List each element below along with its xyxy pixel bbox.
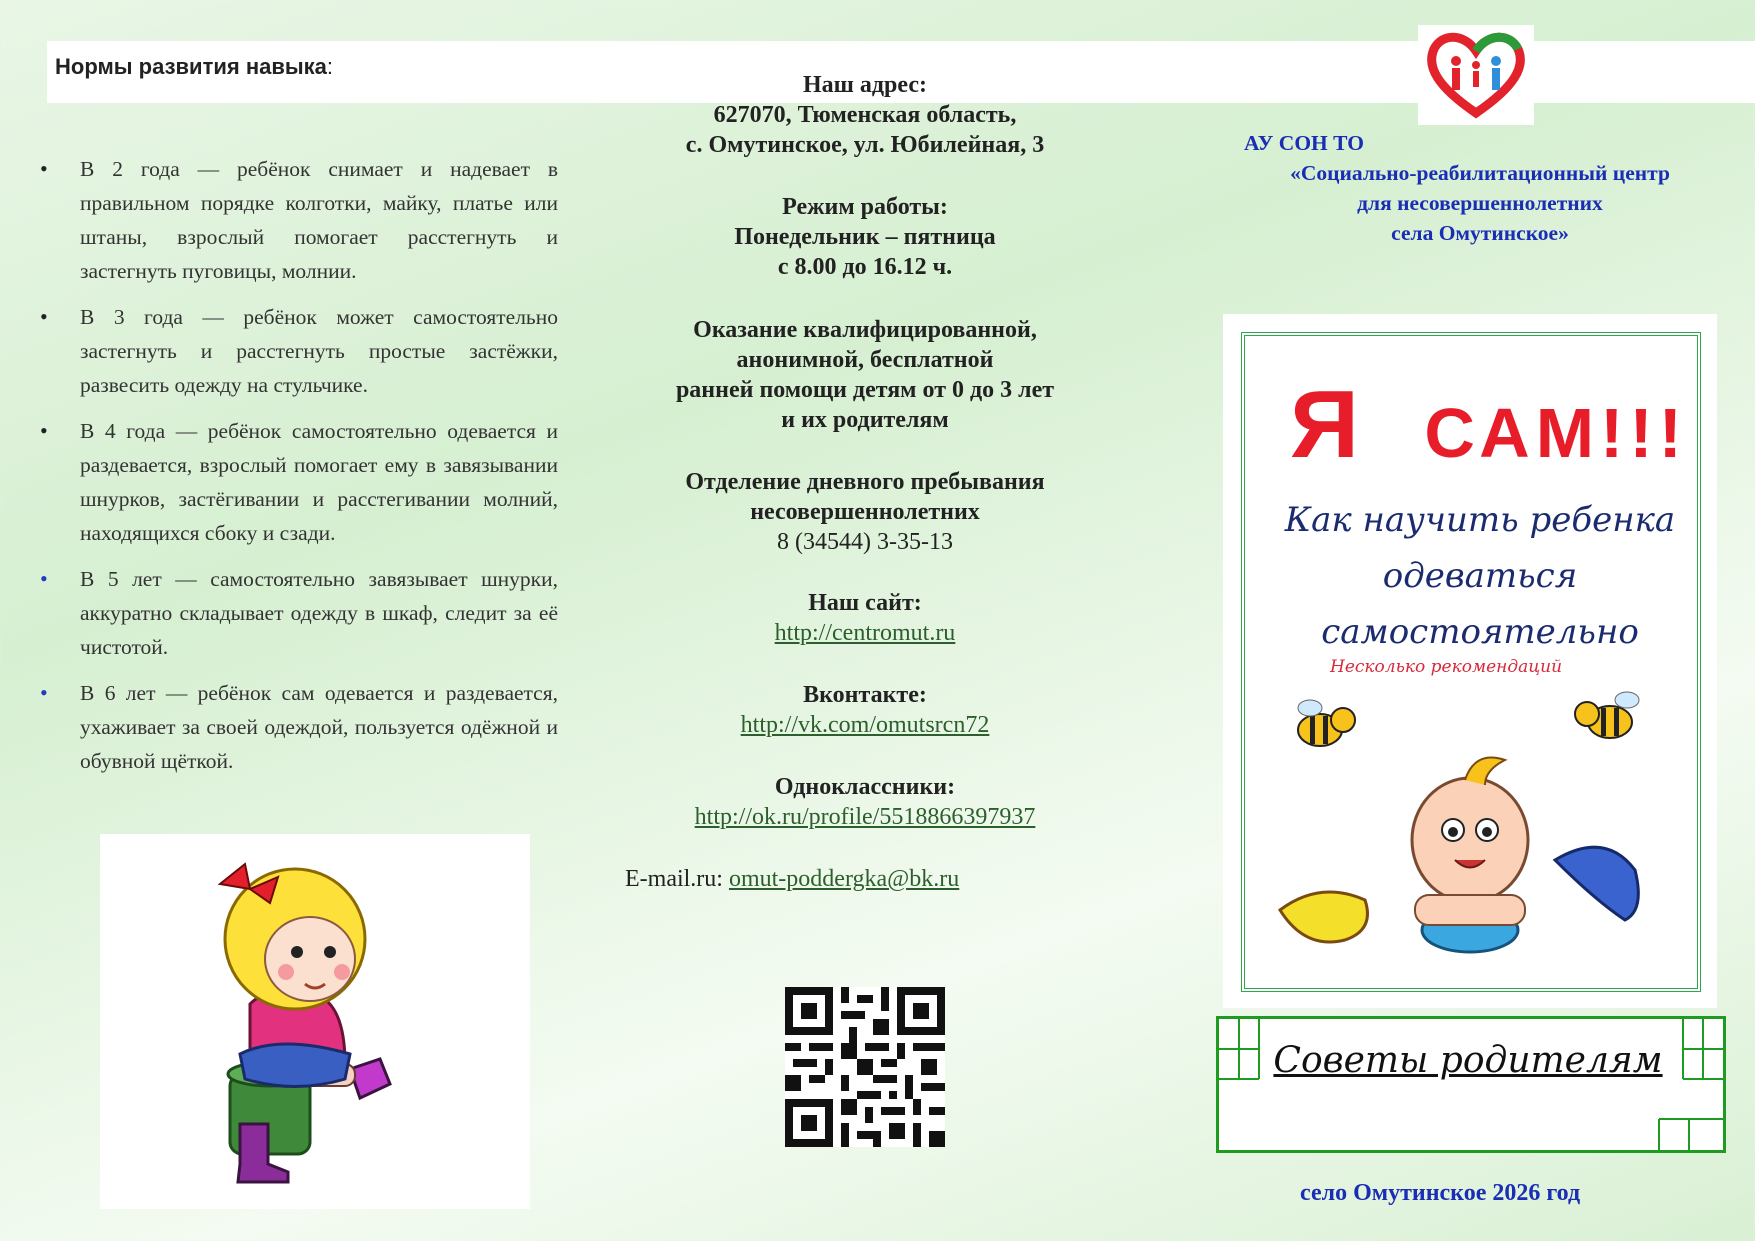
bullet-icon: • xyxy=(40,156,48,181)
organization-name xyxy=(1200,128,1755,248)
org-line: АУ СОН ТО xyxy=(1244,131,1364,155)
ok-block xyxy=(600,772,1130,832)
help-line: и их родителям xyxy=(781,407,949,433)
footer-text: село Омутинское 2026 год xyxy=(1300,1180,1581,1206)
bee-icon xyxy=(1575,692,1639,738)
subtitle-line: одеваться xyxy=(1382,556,1578,596)
cover-subtitle xyxy=(1260,492,1700,660)
hours-block xyxy=(600,192,1130,282)
department-line: Отделение дневного пребывания xyxy=(685,469,1045,495)
help-line: ранней помощи детям от 0 до 3 лет xyxy=(675,377,1055,403)
email-link[interactable]: omut-poddergka@bk.ru xyxy=(728,866,960,892)
subtitle-line: самостоятельно xyxy=(1321,612,1639,652)
site-link[interactable]: http://centromut.ru xyxy=(774,620,956,646)
vk-block xyxy=(600,680,1130,740)
list-item: • В 4 года — ребёнок самостоятельно одевается и раздевается, взрослый помогает ему в завязывании шнурков, застёгивании и расстегивании молний, находящихся сбоку и сзади. xyxy=(38,414,558,550)
norms-list xyxy=(38,152,558,790)
norms-title: Нормы развития навыка: xyxy=(55,54,334,79)
baby-illustration xyxy=(1265,680,1675,980)
hours-label: Режим работы: xyxy=(782,194,948,220)
address-line: 627070, Тюменская область, xyxy=(713,102,1017,128)
list-item: • В 5 лет — самостоятельно завязывает шнурки, аккуратно складывает одежду в шкаф, следит за её чистотой. xyxy=(38,562,558,664)
site-label: Наш сайт: xyxy=(808,590,922,616)
vk-link[interactable]: http://vk.com/omutsrcn72 xyxy=(740,712,990,738)
org-line: «Социально-реабилитационный центр xyxy=(1290,161,1670,185)
address-label: Наш адрес: xyxy=(802,72,927,98)
department-block xyxy=(600,467,1130,557)
org-line: села Омутинское» xyxy=(1391,221,1569,245)
list-item: • В 2 года — ребёнок снимает и надевает в правильном порядке колготки, майку, платье или штаны, взрослый помогает расстегнуть и застегнуть пуговицы, молнии. xyxy=(38,152,558,288)
girl-illustration xyxy=(100,834,530,1209)
bee-icon xyxy=(1298,700,1355,746)
cover-title: Я САМ!!! xyxy=(1290,371,1688,478)
ok-link[interactable]: http://ok.ru/profile/5518866397937 xyxy=(694,804,1036,830)
list-item: • В 3 года — ребёнок может самостоятельно застегнуть и расстегнуть простые застёжки, развесить одежду на стульчике. xyxy=(38,300,558,402)
bullet-icon: • xyxy=(40,304,48,329)
department-line: несовершеннолетних xyxy=(750,499,980,525)
hours-days: Понедельник – пятница xyxy=(734,224,996,250)
email-label: E-mail.ru: xyxy=(625,866,729,892)
qr-code-icon xyxy=(785,987,945,1147)
org-line: для несовершеннолетних xyxy=(1357,191,1603,215)
address-line: с. Омутинское, ул. Юбилейная, 3 xyxy=(685,132,1045,158)
address-block xyxy=(600,70,1130,160)
bullet-icon: • xyxy=(40,418,48,443)
hours-time: с 8.00 до 16.12 ч. xyxy=(777,254,953,280)
bullet-icon: • xyxy=(40,680,48,705)
organization-logo xyxy=(1418,25,1534,125)
department-phone: 8 (34544) 3-35-13 xyxy=(777,529,953,555)
advice-box xyxy=(1216,1016,1726,1153)
site-block xyxy=(600,588,1130,648)
email-block xyxy=(625,866,959,893)
advice-title: Советы родителям xyxy=(1273,1040,1663,1081)
help-block xyxy=(600,315,1130,435)
ok-label: Одноклассники: xyxy=(774,774,956,800)
vk-label: Вконтакте: xyxy=(803,682,927,708)
help-line: Оказание квалифицированной, xyxy=(693,317,1037,343)
subtitle-line: Как научить ребенка xyxy=(1284,500,1676,540)
recommendations-caption: Несколько рекомендаций xyxy=(1330,657,1563,677)
list-item: • В 6 лет — ребёнок сам одевается и раздевается, ухаживает за своей одеждой, пользуется одёжной и обувной щёткой. xyxy=(38,676,558,778)
bullet-icon: • xyxy=(40,566,48,591)
help-line: анонимной, бесплатной xyxy=(736,347,994,373)
